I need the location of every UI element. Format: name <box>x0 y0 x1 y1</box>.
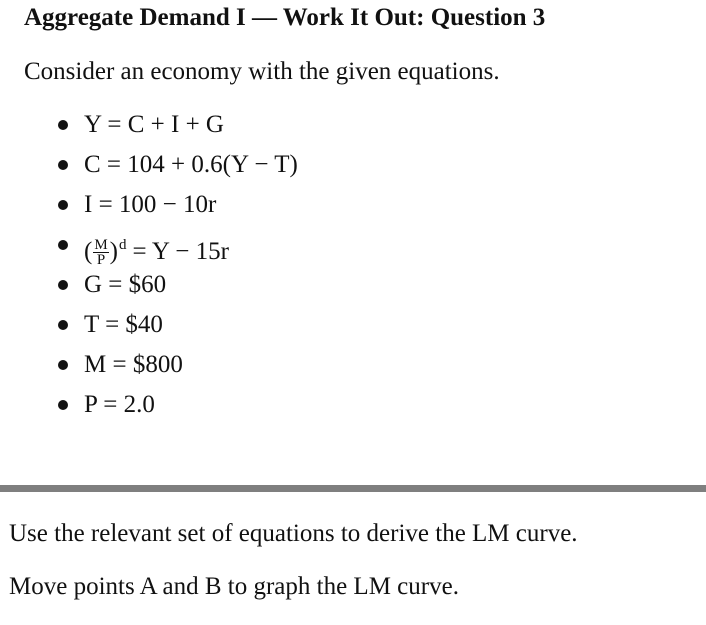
close-paren: ) <box>109 238 118 265</box>
fraction-m-over-p <box>93 238 108 267</box>
equation-text: M = $800 <box>84 351 183 378</box>
bullet-icon <box>58 320 68 330</box>
fraction-numerator: M <box>94 236 108 253</box>
equation-money-demand <box>0 230 298 270</box>
section-divider <box>0 485 706 492</box>
instruction-derive: Use the relevant set of equations to derive the LM curve. <box>9 520 578 547</box>
equation-investment <box>0 190 298 230</box>
equation-text: T = $40 <box>84 311 163 338</box>
bullet-icon <box>58 120 68 130</box>
equation-output <box>0 110 298 150</box>
question-heading: Aggregate Demand I — Work It Out: Question 3 <box>24 4 546 31</box>
bullet-icon <box>58 160 68 170</box>
bullet-icon <box>58 240 68 250</box>
equation-text: = Y − 15r <box>132 238 229 265</box>
superscript-d: d <box>119 237 127 253</box>
equation-taxes <box>0 310 298 350</box>
equation-text: I = 100 − 10r <box>84 191 217 218</box>
equation-text: P = 2.0 <box>84 391 155 418</box>
bullet-icon <box>58 360 68 370</box>
equation-money-supply <box>0 350 298 390</box>
intro-text: Consider an economy with the given equations. <box>24 58 500 85</box>
equation-consumption <box>0 150 298 190</box>
bullet-icon <box>58 400 68 410</box>
bullet-icon <box>58 280 68 290</box>
equation-government <box>0 270 298 310</box>
equation-list <box>0 110 298 430</box>
equation-text: C = 104 + 0.6(Y − T) <box>84 151 298 178</box>
open-paren: ( <box>84 238 93 265</box>
fraction-denominator: P <box>96 251 106 268</box>
equation-text: G = $60 <box>84 271 167 298</box>
equation-text: Y = C + I + G <box>84 111 224 138</box>
instruction-move-points: Move points A and B to graph the LM curve. <box>9 573 459 600</box>
bullet-icon <box>58 200 68 210</box>
equation-price-level <box>0 390 298 430</box>
